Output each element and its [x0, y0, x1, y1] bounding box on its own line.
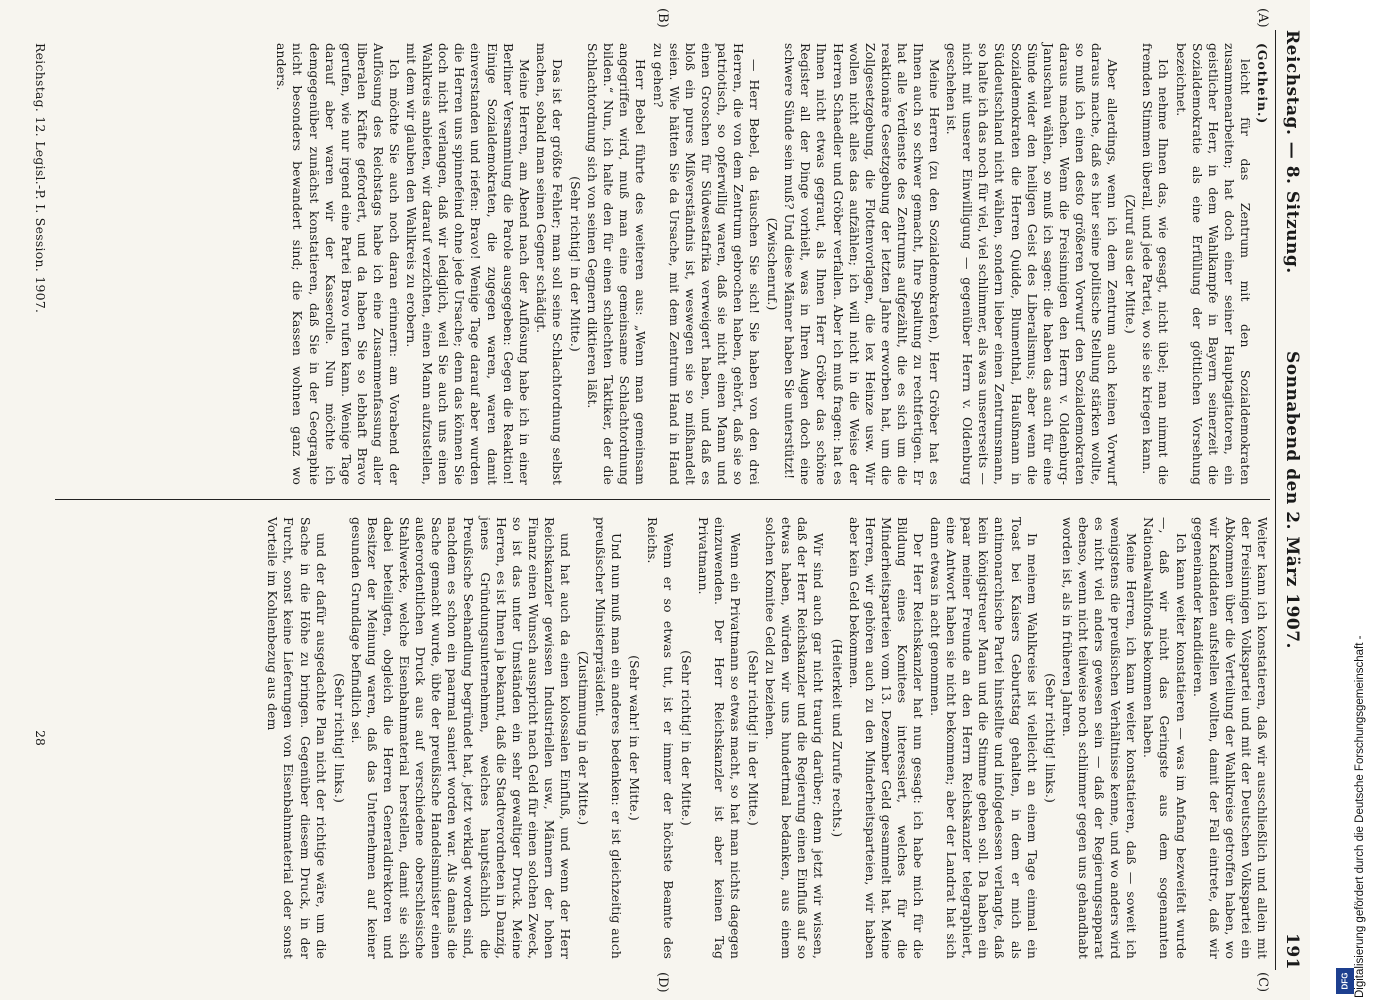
- running-head: [1276, 30, 1302, 970]
- paragraph: Und nun muß man ein anderes bedenken: er ist gleichzeitig auch preußischer Ministerpräsident.: [593, 517, 625, 959]
- page-number: 191: [1282, 933, 1302, 970]
- column-divider: [55, 499, 1270, 500]
- interjection: (Sehr richtig! in der Mitte.): [678, 650, 694, 826]
- interjection: (Sehr richtig! in der Mitte.): [746, 650, 762, 826]
- interjection: (Zuruf aus der Mitte.): [1123, 194, 1139, 334]
- paragraph: — Herr Bebel, da täuschen Sie sich! Sie haben von den drei Herren, die von dem Zentrum gebrochen haben, gehört, daß sie so patriotisch, so opferwillig waren, daß sie nicht einen Mann und einen Groschen für Südwestafrika verweigert haben, und daß es bloß ein pures Mißverständnis ist, weswegen sie so mißhandelt seien. Wie hätten Sie da Ursache, mit dem Zentrum Hand in Hand zu gehen?: [650, 43, 763, 485]
- interjection: (Sehr richtig! links.): [331, 673, 347, 803]
- left-column: [272, 43, 1270, 485]
- paragraph: Das ist der größte Fehler; man soll seine Schlachtordnung selbst machen, sobald man seinen Gegner schädigt.: [533, 43, 565, 485]
- paragraph: Ich kann weiter konstatieren — was im Anfang bezweifelt wurde —, daß wir nicht das Geringste aus dem sogenannten Nationalwahlfonds bekommen haben.: [1141, 517, 1189, 959]
- margin-letter-a: (A): [1255, 8, 1270, 28]
- margin-letter-d: (D): [655, 972, 670, 993]
- paragraph: leicht für das Zentrum mit den Sozialdemokraten zusammenarbeiten; hat doch einer seiner Hauptagitatoren, ein geistlicher Herr, in dem Wahlkampfe in Bayern seinerzeit die Sozialdemokratie als eine Erfüllung der göttlichen Vorsehung bezeichnet.: [1173, 43, 1253, 485]
- paragraph: und hat auch da einen kolossalen Einfluß, und wenn der Herr Reichskanzler gewissen Industriellen usw., Männern der hohen Finanz einen Wunsch ausspricht nach Geld für einen solchen Zweck, so ist das unter Umständen ein sehr gewaltiger Druck. Meine Herren, es ist Ihnen ja bekannt, daß die Stadtverordneten in Danzig, jenes Gründungsunternehmen, welches hauptsächlich die Preußische Seehandlung begründet hat, jetzt verklagt worden sind, nachdem es schon ein paarmal saniert worden war. Als damals die Sache gemacht wurde, übte der preußische Handelsminister einen außerordentlichen Druck aus auf verschiedene oberschlesische Stahlwerke, welche Eisenbahnmaterial herstellen, damit sie sich dabei beteiligten, obgleich die Herren Generaldirektoren und Besitzer der Meinung waren, daß das Unternehmen auf keiner gesunden Grundlage befindlich sei.: [348, 517, 574, 959]
- paragraph: Wir sind auch gar nicht traurig darüber; denn jetzt wir wissen, daß der Herr Reichskanzler und die Regierung einen Einfluß auf so etwas haben, würden wir uns hundertmal bedanken, aus einem solchen Komitee Geld zu beziehen.: [763, 517, 827, 959]
- interjection: (Sehr wahr! in der Mitte.): [627, 655, 643, 821]
- paragraph: und der dafür ausgedachte Plan nicht der richtige wäre, um die Sache in die Höhe zu bringen. Gegenüber diesem Druck, in der Furcht, sonst keine Lieferungen von Eisenbahnmaterial oder sonst Vorteile im Kohlenbezug aus dem: [265, 517, 329, 959]
- paragraph: Der Herr Reichskanzler hat nun gesagt: ich habe mich für die Bildung eines Komitees interessiert, welches für die Minderheitsparteien vom 13. Dezember Geld gesammelt hat. Meine Herren, wir gehören auch zu den Minderheitsparteien, wir haben aber kein Geld bekommen.: [846, 517, 927, 959]
- right-column: [263, 517, 1270, 959]
- interjection: (Heiterkeit und Zurufe rechts.): [829, 638, 845, 838]
- dfg-logo: [1336, 968, 1354, 994]
- paragraph: Wenn er so etwas tut, ist er immer der höchste Beamte des Reichs.: [644, 517, 676, 959]
- paragraph: Herr Bebel führte des weiteren aus: „Wenn man gemeinsam angegriffen wird, muß man eine gemeinsame Schlachtordnung bilden.“ Nun, ich halte den für einen schlechten Taktiker, der die Schlachtordnung sich von seinen Gegnern diktieren läßt.: [585, 43, 649, 485]
- margin-letter-c: (C): [1255, 972, 1270, 993]
- paragraph: Wenn ein Privatmann so etwas macht, so hat man nichts dagegen einzuwenden. Der Herr Reichskanzler ist aber keinen Tag Privatmann.: [695, 517, 743, 959]
- footer-signature: 28: [33, 730, 48, 746]
- running-head-date: Sonnabend den 2. März 1907.: [1282, 351, 1302, 649]
- header-rule: [1275, 30, 1276, 970]
- interjection: (Sehr richtig! links.): [1042, 673, 1058, 803]
- paragraph: In meinem Wahlkreise ist vielleicht an einem Tage einmal ein Toast bei Kaisers Geburtstag gehalten, in dem er mich als antimonarchische Partei hinstellte und infolgedessen verlangte, daß kein königstreuer Mann und die Stimme geben soll. Da haben ein paar meiner Freunde an den Herrn Reichskanzler telegraphiert, eine Antwort haben sie nicht bekommen; aber der Landrat hat sich dann etwas in acht genommen.: [928, 517, 1040, 959]
- margin-letter-b: (B): [655, 8, 670, 28]
- paragraph: Meine Herren, ich kann weiter konstatieren, daß — soweit ich wenigstens die preußischen Verhältnisse kenne, und wo anders wird es nicht viel anders gewesen sein — daß der Regierungsapparat ebenso, wenn nicht teilweise noch schlimmer gegen uns gehandhabt worden ist, als in früheren Jahren.: [1059, 517, 1140, 959]
- interjection: (Sehr richtig! in der Mitte.): [568, 176, 584, 352]
- footer-imprint: Reichstag. 12. Legisl.-P. I. Session. 1907.: [33, 43, 48, 314]
- paragraph: Ich möchte Sie auch noch daran erinnern: am Vorabend der Auflösung des Reichstags habe ich eine Zusammenfassung aller liberalen Kräfte gefordert, und da haben Sie so lebhaft Bravo gerufen, wie nur irgend eine Partei Bravo rufen kann. Wenige Tage darauf aber waren wir der Kasserolle. Nun möchte ich demgegenüber zunächst konstatieren, daß Sie in der Geographie nicht besonders bewandert sind; die Kassen wohnen ganz wo anders.: [274, 43, 403, 485]
- paragraph: Ich nehme Ihnen das, wie gesagt, nicht übel; man nimmt die fremden Stimmen überall, und jede Partei, wo sie sie kriegen kann.: [1140, 43, 1172, 485]
- paragraph: Weiter kann ich konstatieren, daß wir ausschließlich und allein mit der Freisinnigen Volkspartei und mit der Deutschen Volkspartei ein Abkommen über die Verteilung der Wahlkreise getroffen haben, wo wir Kandidaten aufstellen wollten, damit der Fall eintrete, daß wir gegeneinander kandidieren.: [1190, 517, 1270, 959]
- paragraph: Meine Herren, am Abend nach der Auflösung habe ich in einer Berliner Versammlung die Parole ausgegeben: Gegen die Reaktion! Einige Sozialdemokraten, die zugegen waren, waren damit einverstanden und riefen: Bravo! Wenige Tage darauf aber wurden die Herren uns spinnefeind ohne jede Ursache; denn das können Sie doch nicht verlangen, daß wir lediglich, weil Sie auch uns einen Wahlkreis anbieten, wir darauf verzichten, einen Mann aufzustellen, mit dem wir glauben den Wahlkreis zu erobern.: [404, 43, 532, 485]
- paragraph: Meine Herren (zu den Sozialdemokraten), Herr Gröber hat es Ihnen auch so schwer gemacht, Ihre Spaltung zu rechtfertigen. Er hat alle Verdienste des Zentrums aufgezählt, die es sich um die reaktionäre Gesetzgebung der letzten Jahre erworben hat, um die Zollgesetzgebung, die Flottenvorlagen, die lex Heinze usw. Wir wollen nicht alles das aufzählen; ich will nicht in die Weise der Herren Schaedler und Gröber verfallen. Aber ich muß fragen: hat es Ihnen nicht etwas gegraut, als Ihnen Herr Gröber das schöne Register all der Dinge vorhielt, was in Ihren Augen doch eine schwere Sünde sein muß? Und diese Männer haben Sie unterstützt!: [782, 43, 943, 485]
- interjection: (Zwischenruf.): [765, 217, 781, 311]
- speaker-name: (Gothein.): [1255, 43, 1270, 125]
- paragraph: Aber allerdings, wenn ich dem Zentrum auch keinen Vorwurf daraus mache, daß es hier seine politische Stellung stärken wollte, so muß ich einen desto größeren Vorwurf den Sozialdemokraten daraus machen. Wenn die Freisinnigen den Herrn v. Oldenburg-Januschau wählen, so muß ich sagen: die haben das auch für eine Sünde wider den heiligen Geist des Liberalismus; aber wenn die Sozialdemokraten die Herren Quidde, Blumenthal, Haußmann in Süddeutschland nicht wählen, sondern lieber einen Zentrumsmann, so halte ich das noch für viel, viel schlimmer, als was unsererseits — nicht mit unserer Einwilligung — gegenüber Herrn v. Oldenburg geschehen ist.: [944, 43, 1121, 485]
- credit-strip: [1312, 0, 1383, 1000]
- interjection: (Zustimmung in der Mitte.): [576, 650, 592, 826]
- dfg-logo-label: DFG: [1340, 972, 1350, 990]
- running-head-chamber: Reichstag. — 8. Sitzung.: [1282, 30, 1302, 274]
- digitization-credit: Digitalisierung gefördert durch die Deutsche Forschungsgemeinschaft -: [1354, 635, 1366, 998]
